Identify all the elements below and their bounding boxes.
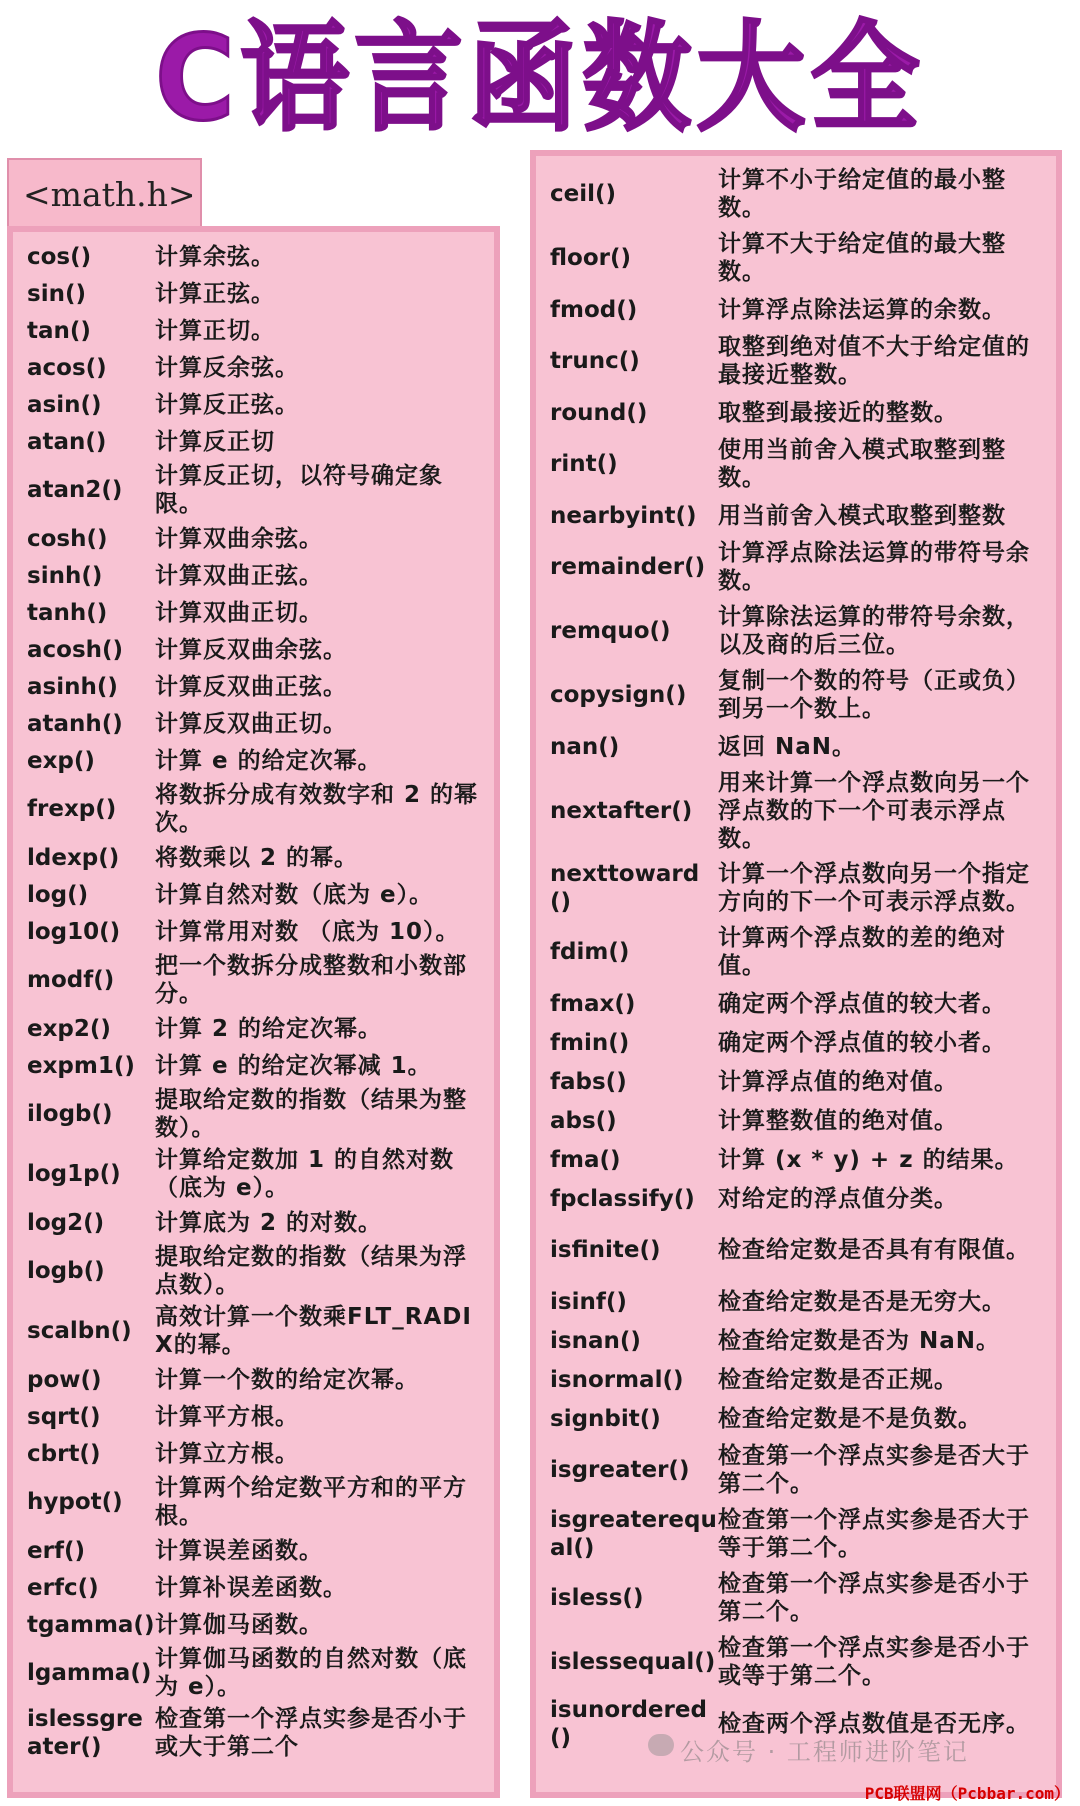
function-row bbox=[27, 1532, 490, 1569]
function-description: 取整到绝对值不大于给定值的最接近整数。 bbox=[718, 334, 1030, 388]
function-row bbox=[550, 766, 1052, 856]
function-name: ldexp() bbox=[27, 844, 120, 871]
function-name: cosh() bbox=[27, 525, 108, 552]
function-description: 计算伽马函数的自然对数（底为 e）。 bbox=[155, 1646, 467, 1700]
function-description: 使用当前舍入模式取整到整数。 bbox=[718, 437, 1006, 491]
function-row bbox=[27, 1204, 490, 1241]
function-description: 计算补误差函数。 bbox=[155, 1574, 347, 1601]
function-description: 计算余弦。 bbox=[155, 243, 275, 270]
function-row bbox=[550, 727, 1052, 766]
function-name: nextafter() bbox=[550, 798, 693, 824]
function-name: sqrt() bbox=[27, 1403, 101, 1430]
function-description: 检查第一个浮点实参是否小于或等于第二个。 bbox=[718, 1635, 1030, 1689]
function-row bbox=[550, 393, 1052, 432]
function-name: log10() bbox=[27, 918, 121, 945]
function-name: cos() bbox=[27, 243, 92, 270]
function-row bbox=[550, 1630, 1052, 1694]
function-description: 计算误差函数。 bbox=[155, 1537, 323, 1564]
left-function-panel bbox=[7, 226, 500, 1798]
function-description: 计算整数值的绝对值。 bbox=[718, 1107, 958, 1134]
function-description: 计算反双曲正弦。 bbox=[155, 673, 347, 700]
function-name: remainder() bbox=[550, 554, 706, 580]
function-description: 计算浮点除法运算的带符号余数。 bbox=[718, 540, 1030, 594]
function-description: 确定两个浮点值的较大者。 bbox=[718, 990, 1006, 1017]
function-name: floor() bbox=[550, 245, 632, 271]
function-name: tanh() bbox=[27, 599, 108, 626]
function-description: 检查第一个浮点实参是否大于等于第二个。 bbox=[718, 1507, 1030, 1561]
function-description: 计算一个浮点数向另一个指定方向的下一个可表示浮点数。 bbox=[718, 861, 1030, 915]
function-name: fabs() bbox=[550, 1068, 627, 1095]
function-row bbox=[550, 1023, 1052, 1062]
function-row bbox=[550, 599, 1052, 663]
function-description: 计算给定数加 1 的自然对数（底为 e）。 bbox=[155, 1147, 455, 1201]
function-name: frexp() bbox=[27, 796, 117, 822]
function-name: isunordered() bbox=[550, 1697, 707, 1751]
function-description: 检查给定数是否具有有限值。 bbox=[718, 1237, 1030, 1263]
function-name: isfinite() bbox=[550, 1237, 661, 1263]
function-row bbox=[27, 520, 490, 557]
function-row bbox=[27, 1361, 490, 1398]
function-row bbox=[550, 1360, 1052, 1399]
function-description: 检查给定数是否为 NaN。 bbox=[718, 1327, 1001, 1354]
function-row bbox=[27, 705, 490, 742]
function-description: 计算一个数的给定次幂。 bbox=[155, 1366, 419, 1393]
function-description: 计算常用对数 （底为 10）。 bbox=[155, 918, 460, 945]
function-name: nan() bbox=[550, 733, 620, 760]
function-row bbox=[27, 1144, 490, 1204]
function-description: 计算双曲余弦。 bbox=[155, 525, 323, 552]
function-row bbox=[27, 557, 490, 594]
function-row bbox=[27, 779, 490, 839]
function-row bbox=[27, 275, 490, 312]
function-description: 提取给定数的指数（结果为整数）。 bbox=[155, 1087, 467, 1141]
function-row bbox=[27, 312, 490, 349]
function-name: asin() bbox=[27, 391, 102, 418]
function-name: isless() bbox=[550, 1585, 644, 1611]
function-row bbox=[550, 290, 1052, 329]
function-name: log2() bbox=[27, 1209, 105, 1236]
function-description: 返回 NaN。 bbox=[718, 733, 857, 760]
function-name: scalbn() bbox=[27, 1318, 132, 1344]
function-row bbox=[550, 856, 1052, 920]
function-description: 检查给定数是否是无穷大。 bbox=[718, 1288, 1006, 1315]
function-description: 计算不小于给定值的最小整数。 bbox=[718, 167, 1006, 221]
function-row bbox=[27, 1241, 490, 1301]
function-description: 确定两个浮点值的较小者。 bbox=[718, 1029, 1006, 1056]
function-description: 计算两个浮点数的差的绝对值。 bbox=[718, 925, 1006, 979]
function-name: atan2() bbox=[27, 477, 123, 503]
function-row bbox=[27, 1606, 490, 1643]
function-name: sinh() bbox=[27, 562, 103, 589]
function-name: signbit() bbox=[550, 1405, 661, 1432]
function-row bbox=[27, 1703, 490, 1763]
function-name: hypot() bbox=[27, 1489, 123, 1515]
function-name: log() bbox=[27, 881, 89, 908]
function-row bbox=[27, 238, 490, 275]
function-row bbox=[27, 1472, 490, 1532]
function-name: isinf() bbox=[550, 1288, 627, 1315]
footer-brand: PCB联盟网（Pcbbar.com） bbox=[864, 1784, 1070, 1803]
function-row bbox=[27, 913, 490, 950]
function-row bbox=[550, 1179, 1052, 1218]
function-description: 计算反双曲余弦。 bbox=[155, 636, 347, 663]
function-name: isnormal() bbox=[550, 1366, 684, 1393]
function-row bbox=[550, 663, 1052, 727]
function-name: isnan() bbox=[550, 1327, 641, 1354]
function-row bbox=[550, 1218, 1052, 1282]
function-row bbox=[550, 329, 1052, 393]
function-name: islessgreater() bbox=[27, 1706, 143, 1760]
function-row bbox=[550, 1566, 1052, 1630]
function-row bbox=[27, 1569, 490, 1606]
function-description: 计算自然对数（底为 e）。 bbox=[155, 881, 434, 908]
function-description: 检查两个浮点数值是否无序。 bbox=[718, 1711, 1030, 1737]
function-name: cbrt() bbox=[27, 1440, 101, 1467]
function-name: expm1() bbox=[27, 1052, 135, 1079]
function-name: exp() bbox=[27, 747, 95, 774]
function-name: atanh() bbox=[27, 710, 123, 737]
function-row bbox=[550, 1101, 1052, 1140]
function-description: 检查第一个浮点实参是否小于或大于第二个 bbox=[155, 1706, 467, 1760]
function-description: 检查给定数是不是负数。 bbox=[718, 1405, 982, 1432]
function-row bbox=[550, 1140, 1052, 1179]
function-description: 计算反双曲正切。 bbox=[155, 710, 347, 737]
function-name: trunc() bbox=[550, 348, 640, 374]
function-description: 取整到最接近的整数。 bbox=[718, 399, 958, 426]
function-row bbox=[550, 162, 1052, 226]
function-name: erfc() bbox=[27, 1574, 99, 1601]
function-row bbox=[27, 1643, 490, 1703]
function-description: 用来计算一个浮点数向另一个浮点数的下一个可表示浮点数。 bbox=[718, 770, 1030, 852]
function-row bbox=[27, 631, 490, 668]
function-name: rint() bbox=[550, 451, 618, 477]
function-row bbox=[27, 876, 490, 913]
header-tab: <math.h> bbox=[7, 158, 202, 228]
function-name: fpclassify() bbox=[550, 1185, 695, 1212]
function-description: 把一个数拆分成整数和小数部分。 bbox=[155, 953, 467, 1007]
function-row bbox=[27, 349, 490, 386]
function-description: 将数拆分成有效数字和 2 的幂次。 bbox=[155, 782, 479, 836]
function-name: ceil() bbox=[550, 181, 617, 207]
function-description: 计算伽马函数。 bbox=[155, 1611, 323, 1638]
function-row bbox=[27, 839, 490, 876]
function-row bbox=[27, 386, 490, 423]
function-description: 计算底为 2 的对数。 bbox=[155, 1209, 383, 1236]
function-name: tan() bbox=[27, 317, 91, 344]
function-name: tgamma() bbox=[27, 1611, 155, 1638]
function-name: acos() bbox=[27, 354, 107, 381]
function-description: 计算反正弦。 bbox=[155, 391, 299, 418]
function-name: fma() bbox=[550, 1146, 621, 1173]
function-name: nearbyint() bbox=[550, 502, 697, 529]
function-name: exp2() bbox=[27, 1015, 111, 1042]
function-name: round() bbox=[550, 399, 648, 426]
function-row bbox=[27, 460, 490, 520]
function-row bbox=[550, 1399, 1052, 1438]
function-row bbox=[27, 1435, 490, 1472]
function-row bbox=[550, 1282, 1052, 1321]
function-name: pow() bbox=[27, 1366, 102, 1393]
function-description: 计算正弦。 bbox=[155, 280, 275, 307]
function-description: 计算双曲正切。 bbox=[155, 599, 323, 626]
function-row bbox=[550, 1438, 1052, 1502]
function-description: 将数乘以 2 的幂。 bbox=[155, 844, 359, 871]
function-description: 检查第一个浮点实参是否小于第二个。 bbox=[718, 1571, 1030, 1625]
function-row bbox=[27, 1084, 490, 1144]
function-description: 高效计算一个数乘FLT_RADIX的幂。 bbox=[155, 1304, 472, 1358]
function-description: 计算浮点值的绝对值。 bbox=[718, 1068, 958, 1095]
function-description: 计算除法运算的带符号余数，以及商的后三位。 bbox=[718, 604, 1030, 658]
function-row bbox=[27, 1047, 490, 1084]
function-name: fmax() bbox=[550, 990, 636, 1017]
function-row bbox=[550, 984, 1052, 1023]
function-name: fdim() bbox=[550, 939, 630, 965]
function-name: acosh() bbox=[27, 636, 124, 663]
function-description: 检查第一个浮点实参是否大于第二个。 bbox=[718, 1443, 1030, 1497]
function-name: fmin() bbox=[550, 1029, 630, 1056]
function-description: 计算立方根。 bbox=[155, 1440, 299, 1467]
function-name: log1p() bbox=[27, 1161, 121, 1187]
function-description: 计算反正切 bbox=[155, 428, 275, 455]
function-description: 计算反余弦。 bbox=[155, 354, 299, 381]
function-name: atan() bbox=[27, 428, 107, 455]
function-row bbox=[27, 742, 490, 779]
function-description: 计算 2 的给定次幂。 bbox=[155, 1015, 383, 1042]
function-description: 计算 (x * y) + z 的结果。 bbox=[718, 1146, 1019, 1173]
function-description: 计算 e 的给定次幂减 1。 bbox=[155, 1052, 432, 1079]
function-row bbox=[550, 226, 1052, 290]
function-description: 计算两个给定数平方和的平方根。 bbox=[155, 1475, 467, 1529]
function-name: fmod() bbox=[550, 296, 638, 323]
function-row bbox=[550, 432, 1052, 496]
function-row bbox=[27, 423, 490, 460]
function-row bbox=[550, 535, 1052, 599]
function-description: 检查给定数是否正规。 bbox=[718, 1366, 958, 1393]
function-description: 对给定的浮点值分类。 bbox=[718, 1185, 958, 1212]
function-description: 计算正切。 bbox=[155, 317, 275, 344]
function-row bbox=[550, 1502, 1052, 1566]
function-description: 计算反正切，以符号确定象限。 bbox=[155, 463, 443, 517]
function-description: 计算浮点除法运算的余数。 bbox=[718, 296, 1006, 323]
function-name: asinh() bbox=[27, 673, 118, 700]
function-row bbox=[27, 950, 490, 1010]
function-name: isgreater() bbox=[550, 1457, 690, 1483]
watermark: 公众号 · 工程师进阶笔记 bbox=[680, 1738, 969, 1766]
function-name: abs() bbox=[550, 1107, 617, 1134]
function-description: 提取给定数的指数（结果为浮点数）。 bbox=[155, 1244, 467, 1298]
function-name: modf() bbox=[27, 967, 115, 993]
right-function-panel bbox=[530, 150, 1062, 1798]
function-name: remquo() bbox=[550, 618, 671, 644]
function-row bbox=[550, 920, 1052, 984]
function-row bbox=[27, 668, 490, 705]
function-name: copysign() bbox=[550, 682, 687, 708]
function-name: logb() bbox=[27, 1258, 105, 1284]
page-title: C语言函数大全 bbox=[155, 9, 925, 147]
function-row bbox=[27, 1398, 490, 1435]
function-row bbox=[550, 1321, 1052, 1360]
function-row bbox=[550, 496, 1052, 535]
function-name: erf() bbox=[27, 1537, 85, 1564]
function-description: 计算 e 的给定次幂。 bbox=[155, 747, 382, 774]
function-name: isgreaterequal() bbox=[550, 1507, 717, 1561]
function-description: 计算不大于给定值的最大整数。 bbox=[718, 231, 1006, 285]
function-row bbox=[550, 1062, 1052, 1101]
function-name: lgamma() bbox=[27, 1660, 152, 1686]
function-description: 用当前舍入模式取整到整数 bbox=[718, 502, 1006, 529]
function-description: 计算双曲正弦。 bbox=[155, 562, 323, 589]
function-description: 计算平方根。 bbox=[155, 1403, 299, 1430]
function-description: 复制一个数的符号（正或负）到另一个数上。 bbox=[718, 668, 1030, 722]
function-row bbox=[27, 594, 490, 631]
function-row bbox=[27, 1010, 490, 1047]
function-name: sin() bbox=[27, 280, 86, 307]
function-name: islessequal() bbox=[550, 1649, 716, 1675]
function-name: ilogb() bbox=[27, 1101, 113, 1127]
wechat-icon bbox=[648, 1734, 674, 1756]
function-row bbox=[27, 1301, 490, 1361]
function-name: nexttoward() bbox=[550, 861, 700, 915]
